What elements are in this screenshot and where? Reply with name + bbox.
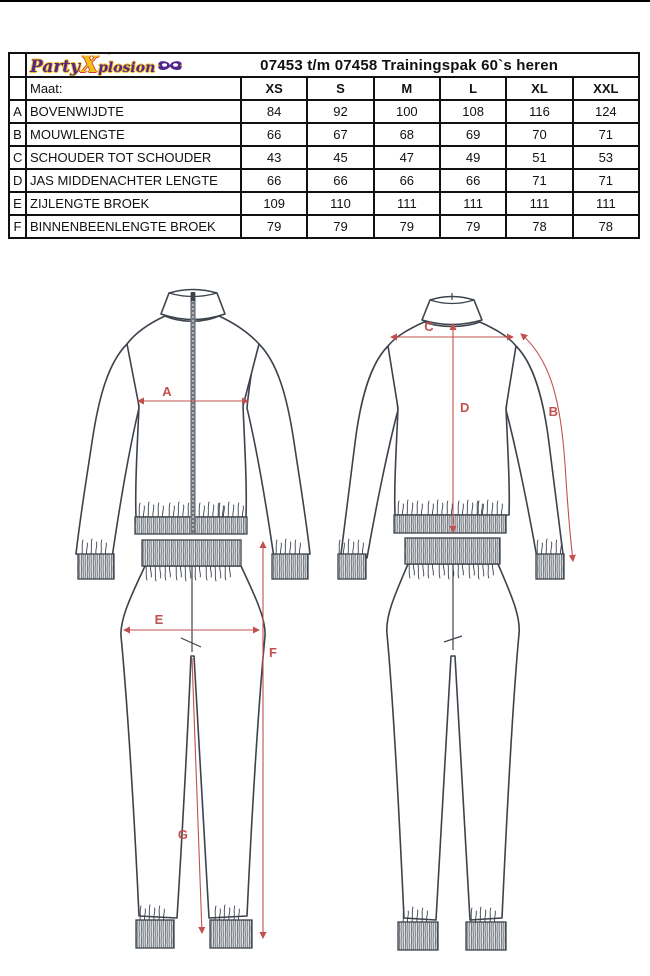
back-pants-drawing [387, 538, 519, 950]
cell-value: 47 [374, 146, 440, 169]
row-label: MOUWLENGTE [26, 123, 241, 146]
size-columns-row [9, 77, 639, 100]
table-header-row [9, 53, 639, 77]
cell-value: 100 [374, 100, 440, 123]
cell-value: 110 [307, 192, 373, 215]
corner-spacer [9, 53, 26, 77]
table-row [9, 169, 639, 192]
size-col-xs: XS [241, 77, 307, 100]
row-label: BOVENWIJDTE [26, 100, 241, 123]
balloon-icon [102, 53, 116, 56]
logo-text-x: X [81, 53, 99, 77]
cell-value: 70 [506, 123, 572, 146]
cell-value: 71 [573, 123, 639, 146]
cell-value: 66 [307, 169, 373, 192]
size-col-m: M [374, 77, 440, 100]
cell-value: 79 [307, 215, 373, 238]
cell-value: 66 [241, 123, 307, 146]
cell-value: 69 [440, 123, 506, 146]
logo-text-plosion: plosion [98, 60, 156, 76]
tracksuit-measurement-diagram [0, 266, 650, 976]
cell-value: 53 [573, 146, 639, 169]
row-label: BINNENBEENLENGTE BROEK [26, 215, 241, 238]
cell-value: 111 [374, 192, 440, 215]
measure-label-B: B [548, 404, 558, 419]
row-letter: D [9, 169, 26, 192]
cell-value: 124 [573, 100, 639, 123]
cell-value: 92 [307, 100, 373, 123]
page-title: 07453 t/m 07458 Trainingspak 60`s heren [260, 56, 559, 74]
corner-spacer [9, 77, 26, 100]
size-col-l: L [440, 77, 506, 100]
cell-value: 49 [440, 146, 506, 169]
table-row [9, 146, 639, 169]
measure-label-D: D [460, 400, 470, 415]
table-row [9, 123, 639, 146]
table-row [9, 100, 639, 123]
cell-value: 71 [573, 169, 639, 192]
cell-value: 66 [374, 169, 440, 192]
size-col-s: S [307, 77, 373, 100]
measure-label-G: G [177, 827, 188, 842]
cell-value: 78 [573, 215, 639, 238]
cell-value: 109 [241, 192, 307, 215]
cell-value: 45 [307, 146, 373, 169]
cell-value: 67 [307, 123, 373, 146]
cell-value: 79 [440, 215, 506, 238]
cell-value: 84 [241, 100, 307, 123]
cell-value: 68 [374, 123, 440, 146]
row-label: SCHOUDER TOT SCHOUDER [26, 146, 241, 169]
row-letter: B [9, 123, 26, 146]
measure-label-E: E [154, 612, 164, 627]
cell-value: 43 [241, 146, 307, 169]
cell-value: 66 [440, 169, 506, 192]
mask-icon [157, 59, 183, 72]
maat-label: Maat: [26, 77, 241, 100]
cell-value: 116 [506, 100, 572, 123]
row-label: ZIJLENGTE BROEK [26, 192, 241, 215]
cell-value: 108 [440, 100, 506, 123]
table-row [9, 192, 639, 215]
row-letter: A [9, 100, 26, 123]
back-jacket-drawing [338, 293, 564, 579]
row-letter: F [9, 215, 26, 238]
size-col-xxl: XXL [573, 77, 639, 100]
table-row [9, 215, 639, 238]
cell-value: 66 [241, 169, 307, 192]
cell-value: 79 [241, 215, 307, 238]
size-col-xl: XL [506, 77, 572, 100]
cell-value: 51 [506, 146, 572, 169]
cell-value: 71 [506, 169, 572, 192]
cell-value: 111 [440, 192, 506, 215]
row-label: JAS MIDDENACHTER LENGTE [26, 169, 241, 192]
partyxplosion-logo [30, 54, 183, 76]
front-jacket-drawing [76, 290, 310, 580]
row-letter: C [9, 146, 26, 169]
logo-text-party: Party [30, 57, 81, 77]
cell-value: 78 [506, 215, 572, 238]
row-letter: E [9, 192, 26, 215]
size-table [8, 52, 640, 239]
top-border-rule [0, 0, 650, 2]
measure-label-C: C [424, 319, 434, 334]
measure-label-F: F [269, 645, 277, 660]
cell-value: 111 [573, 192, 639, 215]
cell-value: 111 [506, 192, 572, 215]
front-pants-drawing [121, 540, 265, 948]
measure-label-A: A [162, 384, 172, 399]
cell-value: 79 [374, 215, 440, 238]
